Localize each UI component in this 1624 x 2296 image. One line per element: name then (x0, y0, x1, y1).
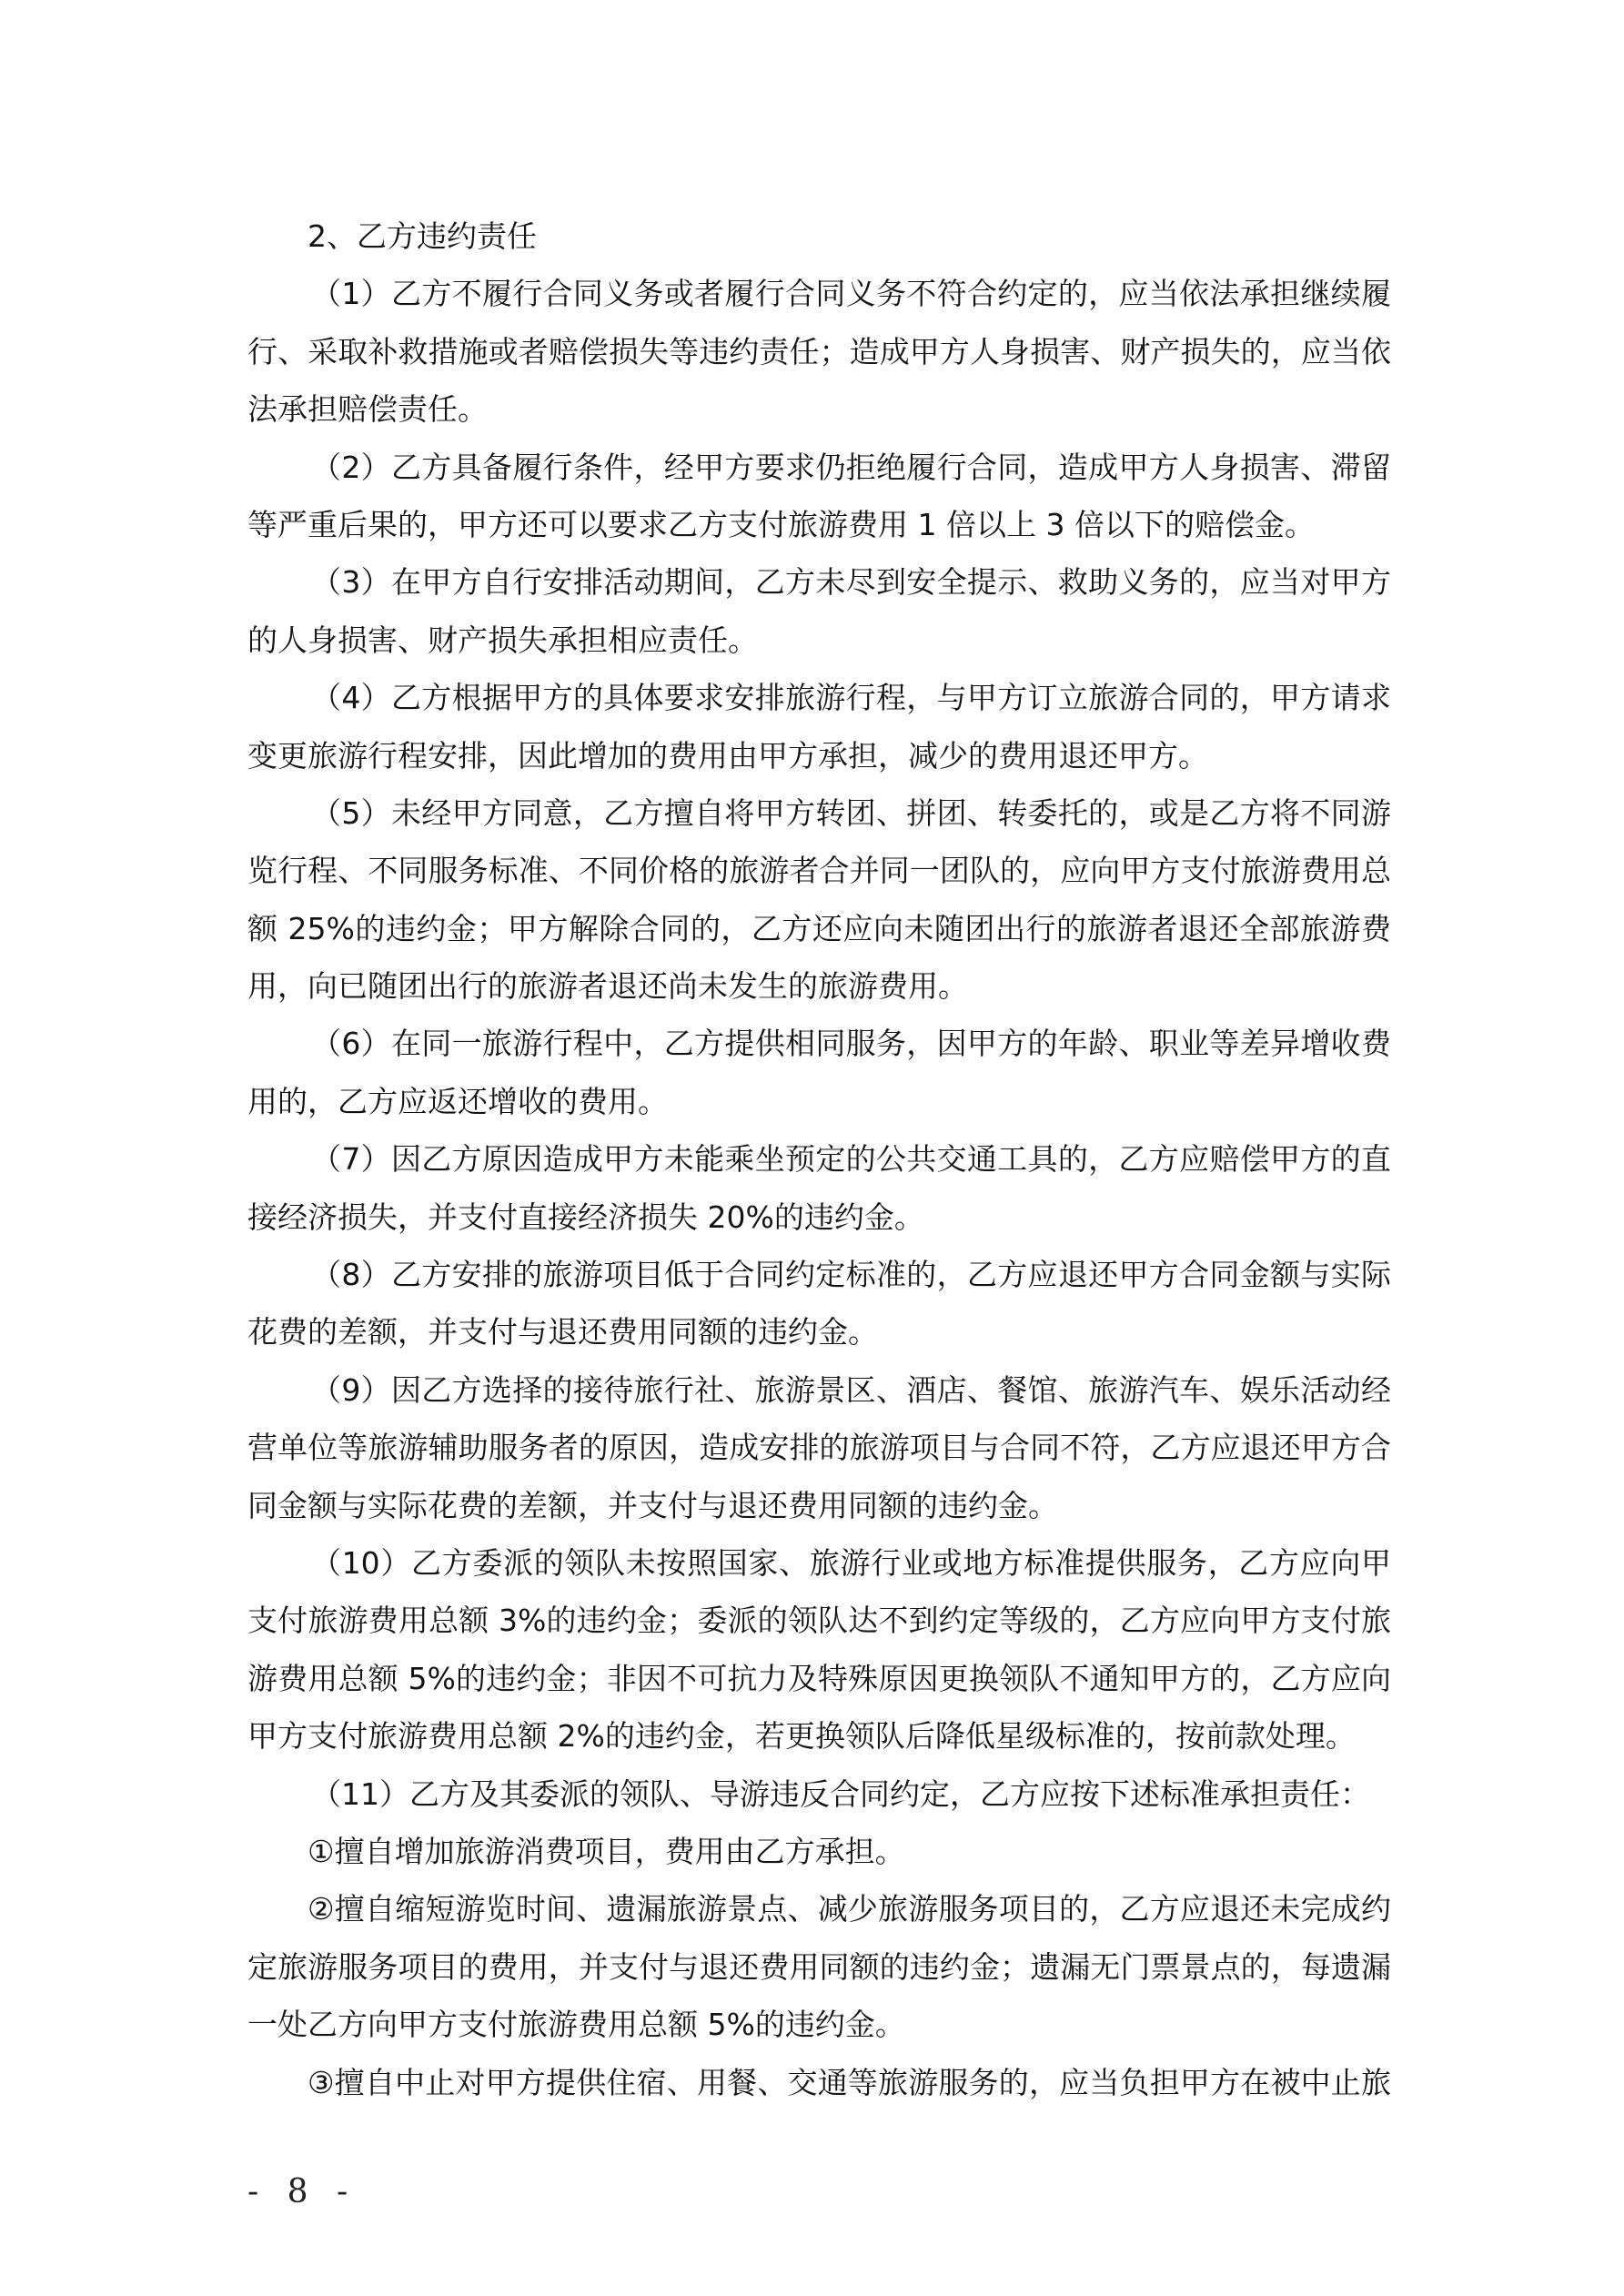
paragraph (247, 669, 1391, 784)
paragraph-line: （10）乙方委派的领队未按照国家、旅游行业或地方标准提供服务，乙方应向甲 (311, 1544, 1391, 1581)
paragraph-line: 花费的差额，并支付与退还费用同额的违约金。 (247, 1314, 878, 1350)
paragraph-line: ②擅自缩短游览时间、遗漏旅游景点、减少旅游服务项目的，乙方应退还未完成约 (308, 1891, 1391, 1927)
paragraph (247, 1880, 1391, 2053)
paragraph-line: （8）乙方安排的旅游项目低于合同约定标准的，乙方应退还甲方合同金额与实际 (311, 1257, 1391, 1293)
paragraph (247, 265, 1391, 438)
paragraph-line: 定旅游服务项目的费用，并支付与退还费用同额的违约金；遗漏无门票景点的，每遗漏 (247, 1948, 1391, 1985)
paragraph-line: （7）因乙方原因造成甲方未能乘坐预定的公共交通工具的，乙方应赔偿甲方的直 (311, 1141, 1391, 1178)
paragraph (247, 439, 1391, 554)
paragraph (247, 1361, 1391, 1534)
paragraph-line: 同金额与实际花费的差额，并支付与退还费用同额的违约金。 (247, 1487, 1058, 1523)
paragraph-line: （9）因乙方选择的接待旅行社、旅游景区、酒店、餐馆、旅游汽车、娱乐活动经 (311, 1371, 1391, 1408)
paragraph-line: ③擅自中止对甲方提供住宿、用餐、交通等旅游服务的，应当负担甲方在被中止旅 (308, 2064, 1391, 2100)
paragraph-line: 营单位等旅游辅助服务者的原因，造成安排的旅游项目与合同不符，乙方应退还甲方合 (247, 1430, 1391, 1466)
paragraph-line: （2）乙方具备履行条件，经甲方要求仍拒绝履行合同，造成甲方人身损害、滞留 (311, 449, 1391, 485)
paragraph (247, 784, 1391, 1016)
paragraph-line: 甲方支付旅游费用总额 2%的违约金，若更换领队后降低星级标准的，按前款处理。 (247, 1718, 1356, 1755)
paragraph (247, 1823, 1391, 1880)
document-body (247, 207, 1391, 2111)
paragraph-line: 览行程、不同服务标准、不同价格的旅游者合并同一团队的，应向甲方支付旅游费用总 (247, 853, 1391, 889)
paragraph-line: 支付旅游费用总额 3%的违约金；委派的领队达不到约定等级的，乙方应向甲方支付旅 (247, 1603, 1391, 1639)
paragraph-line: （11）乙方及其委派的领队、导游违反合同约定，乙方应按下述标准承担责任： (311, 1775, 1370, 1812)
paragraph-line: 接经济损失，并支付直接经济损失 20%的违约金。 (247, 1199, 924, 1235)
paragraph-line: 的人身损害、财产损失承担相应责任。 (247, 622, 758, 658)
paragraph (247, 553, 1391, 669)
paragraph (247, 1534, 1391, 1765)
paragraph (247, 1015, 1391, 1130)
paragraph-line: （3）在甲方自行安排活动期间，乙方未尽到安全提示、救助义务的，应当对甲方 (311, 564, 1391, 601)
section-heading: 2、乙方违约责任 (308, 218, 537, 254)
paragraph-line: 用的，乙方应返还增收的费用。 (247, 1083, 668, 1119)
paragraph-line: 游费用总额 5%的违约金；非因不可抗力及特殊原因更换领队不通知甲方的，乙方应向 (247, 1660, 1391, 1696)
paragraph (247, 2054, 1391, 2111)
paragraph-line: 行、采取补救措施或者赔偿损失等违约责任；造成甲方人身损害、财产损失的，应当依 (247, 333, 1391, 369)
paragraph-line: 额 25%的违约金；甲方解除合同的，乙方还应向未随团出行的旅游者退还全部旅游费 (247, 910, 1391, 946)
paragraph-line: 等严重后果的，甲方还可以要求乙方支付旅游费用 1 倍以上 3 倍以下的赔偿金。 (247, 506, 1315, 542)
paragraph-line: 用，向已随团出行的旅游者退还尚未发生的旅游费用。 (247, 968, 968, 1005)
paragraph-line: （4）乙方根据甲方的具体要求安排旅游行程，与甲方订立旅游合同的，甲方请求 (311, 680, 1391, 716)
paragraph-line: （6）在同一旅游行程中，乙方提供相同服务，因甲方的年龄、职业等差异增收费 (311, 1026, 1391, 1062)
paragraph-line: （5）未经甲方同意，乙方擅自将甲方转团、拼团、转委托的，或是乙方将不同游 (311, 794, 1391, 831)
paragraph (247, 1765, 1391, 1823)
paragraph-line: 一处乙方向甲方支付旅游费用总额 5%的违约金。 (247, 2007, 905, 2043)
paragraph-line: 变更旅游行程安排，因此增加的费用由甲方承担，减少的费用退还甲方。 (247, 737, 1208, 774)
paragraph-line: ①擅自增加旅游消费项目，费用由乙方承担。 (308, 1833, 905, 1869)
page-number: - 8 - (247, 2173, 358, 2210)
paragraph (247, 1130, 1391, 1246)
paragraph-line: （1）乙方不履行合同义务或者履行合同义务不符合约定的，应当依法承担继续履 (311, 276, 1391, 312)
paragraph-line: 法承担赔偿责任。 (247, 391, 488, 428)
paragraph (247, 1246, 1391, 1361)
